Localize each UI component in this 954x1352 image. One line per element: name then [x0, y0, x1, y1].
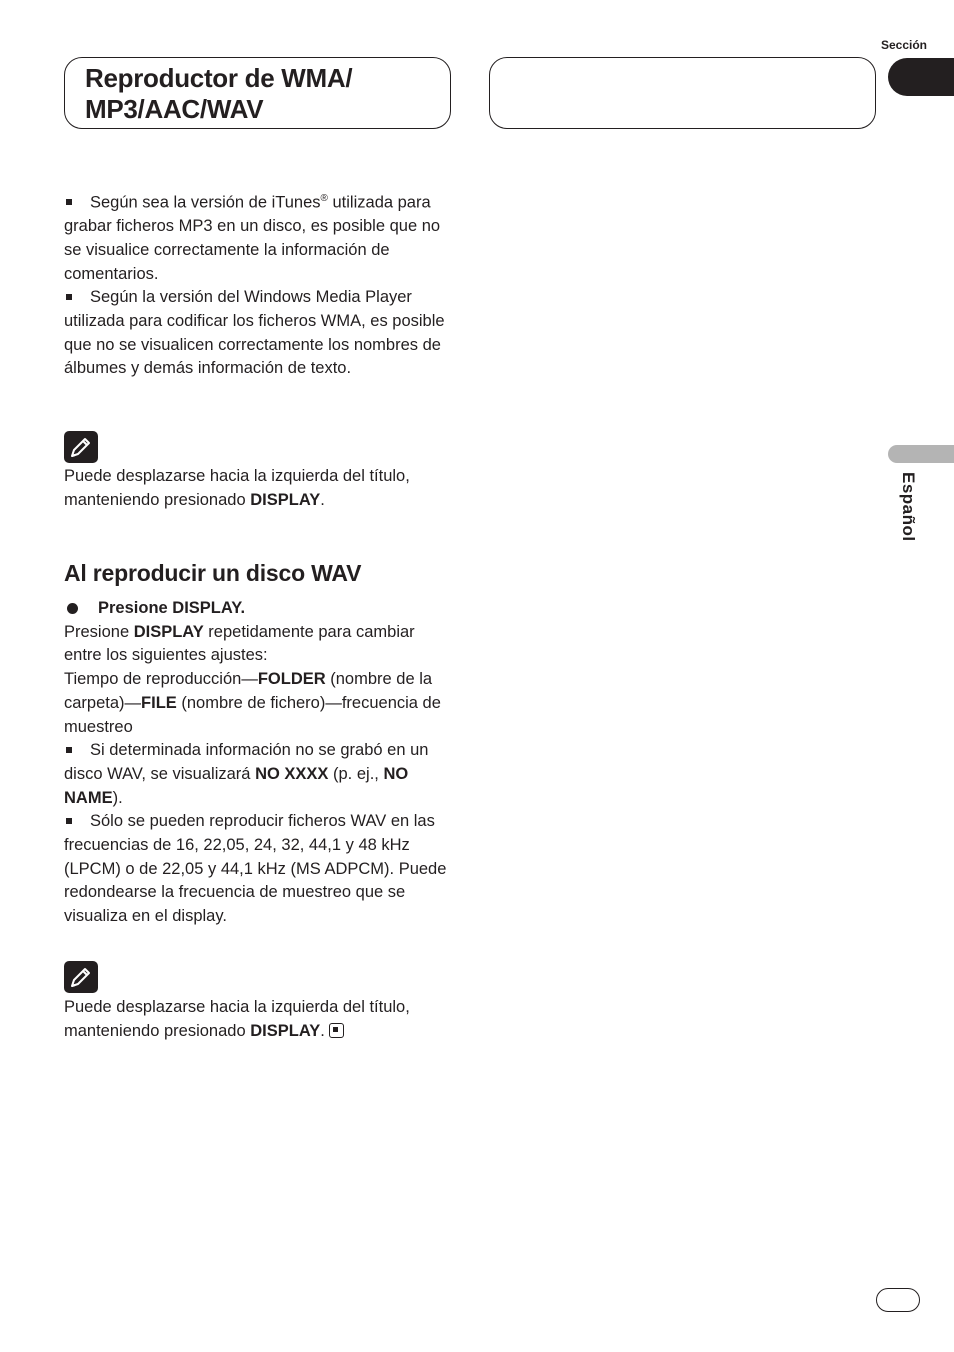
language-label: Español — [899, 472, 918, 542]
section-label: Sección — [880, 38, 927, 52]
header-empty-box — [489, 57, 876, 129]
text-part: Tiempo de reproducción— — [64, 670, 258, 689]
note-1 — [64, 465, 452, 512]
bullet-item — [64, 187, 452, 286]
end-of-section-mark-icon — [329, 1023, 344, 1038]
bullet-text: Según la versión del Windows Media Player utilizada para codificar los ficheros WMA, es posible que no se visualicen correctamente los nombres de álbumes y demás información de texto. — [64, 288, 445, 378]
note-text-part: Puede desplazarse hacia la izquierda del título, manteniendo presionado — [64, 998, 410, 1040]
section-number-tab — [888, 58, 954, 96]
section-body — [64, 597, 452, 929]
section-title-box — [64, 57, 451, 129]
bullet-item — [64, 286, 452, 381]
text-part: repetidamente para cambiar entre los siguientes ajustes: — [64, 622, 415, 665]
text-part: (p. ej., — [328, 764, 384, 783]
bullet-item — [64, 810, 452, 929]
note-text-part: . — [320, 490, 325, 509]
note-bold: DISPLAY — [250, 1021, 321, 1040]
note-2 — [64, 996, 452, 1043]
text-bold: NO NAME — [64, 764, 409, 807]
note-text-part: Puede desplazarse hacia la izquierda del título, manteniendo presionado — [64, 467, 410, 509]
bullet-item — [64, 739, 452, 810]
pencil-note-icon — [64, 431, 98, 463]
step-bullet-icon — [67, 603, 78, 614]
text-bold: FILE — [141, 693, 177, 712]
text-part: Si determinada información no se grabó en un disco WAV, se visualizará — [64, 741, 429, 783]
note-text — [64, 996, 452, 1043]
text-bold: FOLDER — [257, 670, 326, 689]
page-title-line-1: Reproductor de WMA/ — [85, 63, 353, 93]
bullet-text: Sólo se pueden reproducir ficheros WAV en las frecuencias de 16, 22,05, 24, 32, 44,1 y 48 kHz (LPCM) o de 22,05 y 44,1 kHz (MS ADPCM). Puede redondearse la frecuencia de muestreo que se visualiza en el display. — [64, 812, 447, 926]
step-text: Presione DISPLAY. — [98, 599, 246, 617]
note-text-part: . — [320, 1021, 325, 1040]
page-title-line-2: MP3/AAC/WAV — [85, 94, 264, 124]
note-text — [64, 465, 452, 512]
note-bold: DISPLAY — [250, 490, 321, 509]
text-part: (nombre de fichero)—frecuencia de muestreo — [64, 693, 441, 736]
intro-bullets — [64, 187, 452, 381]
page-title — [85, 63, 352, 125]
text-part: (nombre de la carpeta)— — [64, 670, 433, 712]
section-heading: Al reproducir un disco WAV — [64, 560, 362, 586]
text-bold: DISPLAY — [133, 622, 204, 641]
paragraph — [64, 621, 452, 668]
bullet-text: Según sea la versión de iTunes — [90, 193, 321, 212]
page-number-box — [876, 1288, 920, 1312]
text-part: ). — [112, 788, 123, 807]
bullet-text: utilizada para grabar ficheros MP3 en un disco, es posible que no se visualice correctamente la información de comentarios. — [64, 193, 441, 283]
text-bold: NO XXXX — [255, 764, 329, 783]
paragraph — [64, 668, 452, 739]
text-part: Presione — [64, 622, 134, 641]
pencil-note-icon — [64, 961, 98, 993]
step-item — [64, 597, 452, 621]
language-tab — [888, 445, 954, 463]
registered-mark: ® — [320, 193, 328, 204]
